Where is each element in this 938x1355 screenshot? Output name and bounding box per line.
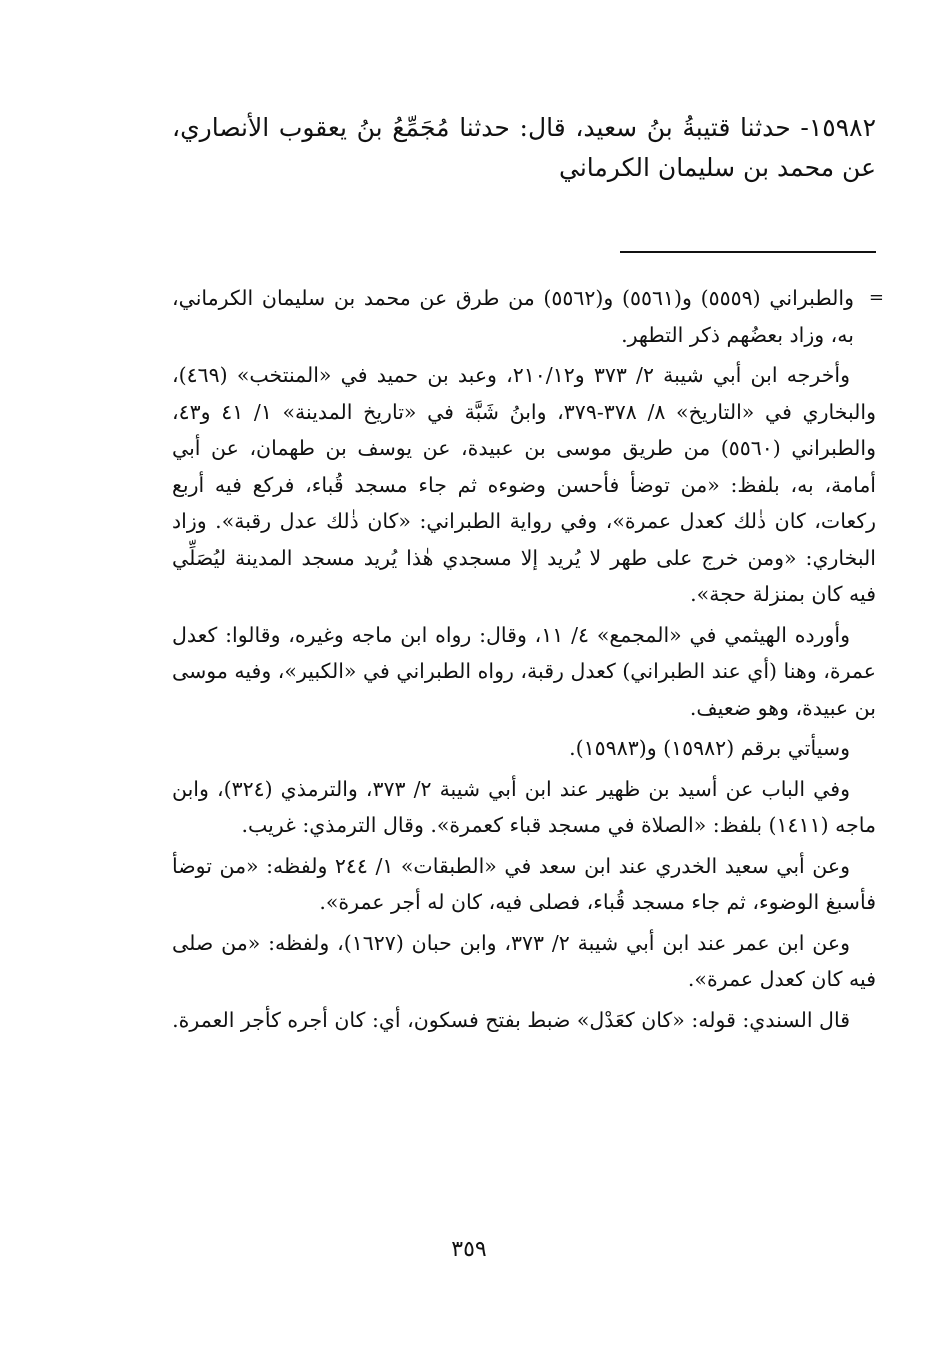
footnote-text: والطبراني (٥٥٥٩) و(٥٥٦١) و(٥٥٦٢) من طرق عن محمد بن سليمان الكرماني، به، وزاد بعضُهم ذكر التطهر. bbox=[172, 286, 854, 347]
footnote-paragraph: وأخرجه ابن أبي شيبة ٢/ ٣٧٣ و٢١٠/١٢، وعبد بن حميد في «المنتخب» (٤٦٩)، والبخاري في «التاريخ» ٨/ ٣٧٨-٣٧٩، وابنُ شَبَّة في «تاريخ المدينة» ١/ ٤١ و٤٣، والطبراني (٥٥٦٠) من طريق موسى بن عبيدة، عن يوسف بن طهمان، عن أبي أمامة، به، بلفظ: «من توضأ فأحسن وضوءه ثم جاء مسجد قُباء، فركع فيه أربع ركعات، كان ذٰلك كعدل عمرة»، وفي رواية الطبراني: «كان ذٰلك عدل رقبة». وزاد البخاري: «ومن خرج على طهر لا يُريد إلا مسجدي هٰذا يُريد مسجد المدينة ليُصَلِّي فيه كان بمنزلة حجة». bbox=[172, 363, 876, 606]
footnotes bbox=[172, 280, 884, 1042]
footnote-paragraph: وأورده الهيثمي في «المجمع» ٤/ ١١، وقال: رواه ابن ماجه وغيره، وقالوا: كعدل عمرة، وهنا (أي عند الطبراني) كعدل رقبة، رواه الطبراني في «الكبير»، وفيه موسى بن عبيدة، وهو ضعيف. bbox=[172, 622, 876, 720]
hadith-text: ١٥٩٨٢- حدثنا قتيبةُ بنُ سعيد، قال: حدثنا مُجَمِّعُ بنُ يعقوب الأنصاري، عن محمد بن سليمان الكرماني bbox=[172, 113, 876, 182]
footnote-paragraph: وسيأتي برقم (١٥٩٨٢) و(١٥٩٨٣). bbox=[569, 736, 850, 760]
footnote-paragraph: قال السندي: قوله: «كان كعَدْل» ضبط بفتح فسكون، أي: كان أجره كأجر العمرة. bbox=[172, 1007, 850, 1032]
footnote-paragraph: وعن أبي سعيد الخدري عند ابن سعد في «الطبقات» ١/ ٢٤٤ ولفظه: «من توضأ فأسبغ الوضوء، ثم جاء مسجد قُباء، فصلى فيه، كان له أجر عمرة». bbox=[172, 853, 876, 914]
footnote-paragraph bbox=[172, 280, 884, 353]
footnote-paragraph: وعن ابن عمر عند ابن أبي شيبة ٢/ ٣٧٣، وابن حبان (١٦٢٧)، ولفظه: «من صلى فيه كان كعدل عمرة». bbox=[172, 930, 876, 991]
footnote-paragraph: وفي الباب عن أسيد بن ظهير عند ابن أبي شيبة ٢/ ٣٧٣، والترمذي (٣٢٤)، وابن ماجه (١٤١١) بلفظ: «الصلاة في مسجد قباء كعمرة». وقال الترمذي: غريب. bbox=[172, 776, 876, 837]
footnote-separator bbox=[620, 251, 876, 253]
main-text-block bbox=[172, 108, 876, 188]
page-number: ٣٥٩ bbox=[451, 1237, 487, 1262]
continuation-mark: = bbox=[868, 287, 884, 308]
